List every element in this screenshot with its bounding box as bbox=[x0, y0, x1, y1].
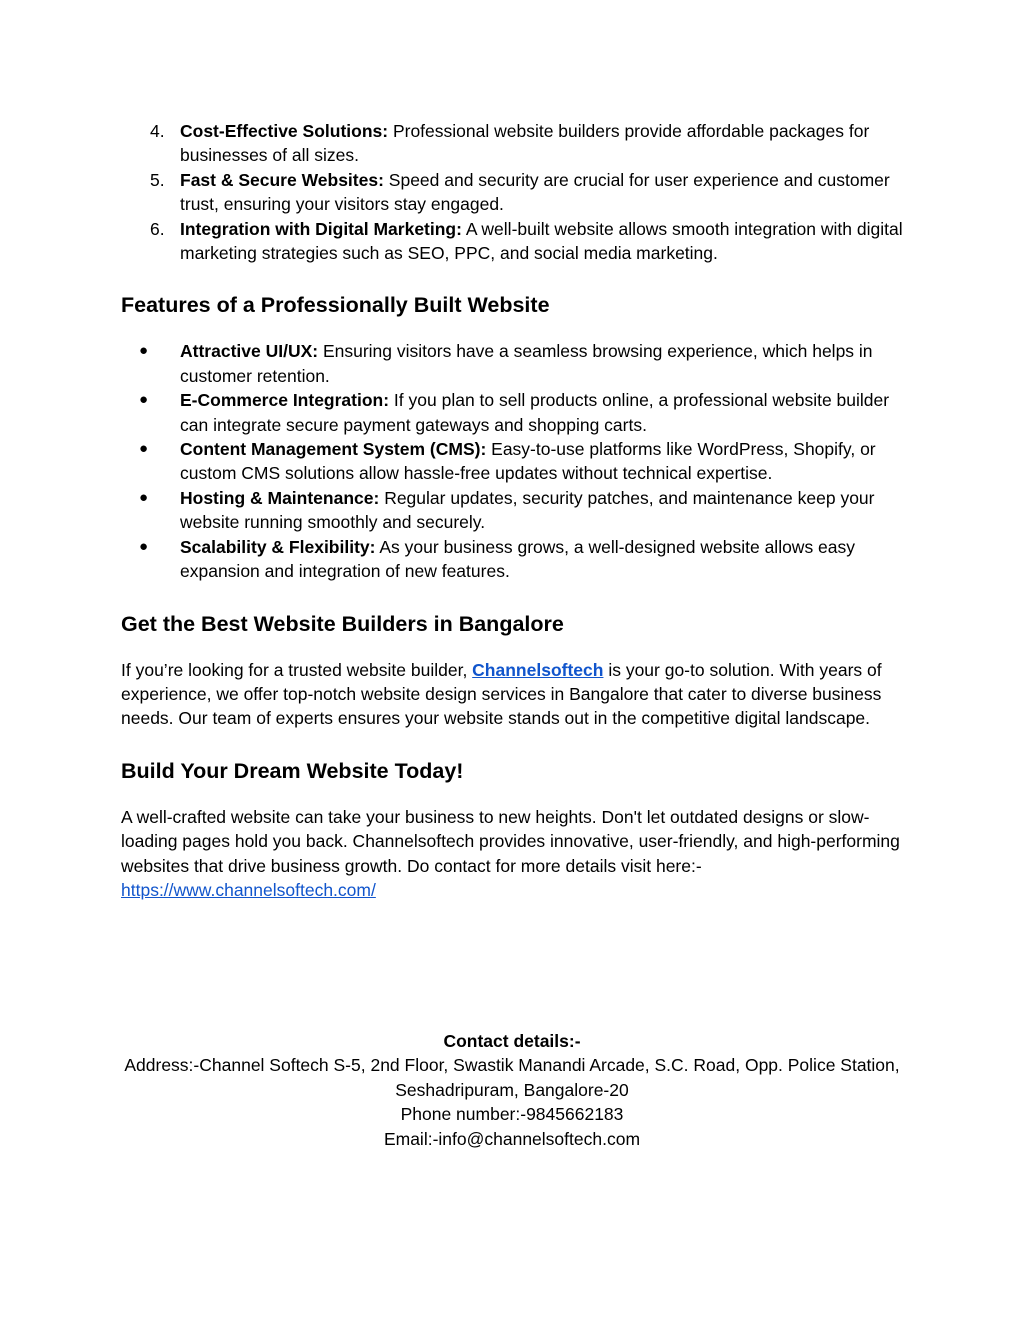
list-item-title: Content Management System (CMS): bbox=[180, 439, 487, 460]
contact-details bbox=[121, 1029, 903, 1151]
document-page bbox=[121, 119, 906, 902]
contact-phone: Phone number:-9845662183 bbox=[400, 1104, 624, 1125]
website-url-link[interactable]: https://www.channelsoftech.com/ bbox=[121, 879, 376, 900]
bullet-icon: ● bbox=[139, 440, 149, 458]
list-item bbox=[121, 168, 906, 217]
list-item-title: Scalability & Flexibility: bbox=[180, 536, 376, 557]
list-item-text: Speed and security are crucial for user experience and customer trust, ensuring your visitors stay engaged. bbox=[180, 169, 890, 215]
contact-address: Address:-Channel Softech S-5, 2nd Floor, Swastik Manandi Arcade, S.C. Road, Opp. Police Station, Seshadripuram, Bangalore-20 bbox=[124, 1055, 900, 1100]
features-list bbox=[121, 339, 906, 583]
list-item-title: Hosting & Maintenance: bbox=[180, 487, 380, 508]
list-item bbox=[121, 486, 906, 535]
list-number: 4. bbox=[150, 121, 165, 141]
list-item-title: Fast & Secure Websites: bbox=[180, 169, 384, 190]
list-number: 6. bbox=[150, 218, 165, 239]
benefits-list bbox=[121, 119, 906, 265]
contact-heading: Contact details:- bbox=[443, 1031, 581, 1051]
paragraph-text: If you’re looking for a trusted website builder, bbox=[121, 659, 473, 680]
best-builders-paragraph bbox=[121, 658, 906, 731]
bullet-icon: ● bbox=[139, 488, 149, 506]
list-item bbox=[121, 217, 906, 266]
list-item-title: Cost-Effective Solutions: bbox=[180, 121, 389, 141]
list-item-text: Regular updates, security patches, and maintenance keep your website running smoothly and securely. bbox=[180, 487, 875, 533]
list-item-title: Attractive UI/UX: bbox=[180, 341, 319, 362]
paragraph-text: is your go-to solution. With years of experience, we offer top-notch website design services in Bangalore that cater to diverse business needs. Our team of experts ensures your website stands out in the competitive digital landscape. bbox=[121, 659, 882, 729]
list-item-text: Professional website builders provide affordable packages for businesses of all sizes. bbox=[180, 121, 870, 166]
paragraph-text: A well-crafted website can take your business to new heights. Don't let outdated designs or slow-loading pages hold you back. Channelsoftech provides innovative, user-friendly, and high-performing websites that drive business growth. Do contact for more details visit here:- bbox=[121, 806, 900, 876]
features-heading: Features of a Professionally Built Website bbox=[121, 293, 550, 318]
dream-website-heading: Build Your Dream Website Today! bbox=[121, 758, 464, 783]
bullet-icon: ● bbox=[139, 537, 149, 555]
list-item-text: A well-built website allows smooth integration with digital marketing strategies such as SEO, PPC, and social media marketing. bbox=[180, 218, 903, 264]
contact-email: Email:-info@channelsoftech.com bbox=[383, 1128, 641, 1149]
list-item-text: Ensuring visitors have a seamless browsing experience, which helps in customer retention. bbox=[180, 341, 873, 386]
list-item-title: Integration with Digital Marketing: bbox=[180, 218, 462, 239]
list-item bbox=[121, 388, 906, 437]
list-item bbox=[121, 339, 906, 388]
list-item-text: Easy-to-use platforms like WordPress, Shopify, or custom CMS solutions allow hassle-free updates without technical expertise. bbox=[180, 439, 876, 484]
dream-website-paragraph bbox=[121, 805, 906, 903]
best-builders-heading: Get the Best Website Builders in Bangalore bbox=[121, 611, 564, 636]
list-item-title: E-Commerce Integration: bbox=[180, 390, 390, 411]
list-item bbox=[121, 535, 906, 584]
list-item bbox=[121, 119, 906, 168]
list-item-text: As your business grows, a well-designed website allows easy expansion and integration of new features. bbox=[180, 536, 856, 582]
list-item bbox=[121, 437, 906, 486]
list-item-text: If you plan to sell products online, a professional website builder can integrate secure payment gateways and shopping carts. bbox=[180, 390, 890, 435]
channelsoftech-link[interactable]: Channelsoftech bbox=[472, 659, 604, 680]
bullet-icon: ● bbox=[139, 342, 149, 360]
bullet-icon: ● bbox=[139, 391, 149, 409]
list-number: 5. bbox=[150, 169, 165, 190]
